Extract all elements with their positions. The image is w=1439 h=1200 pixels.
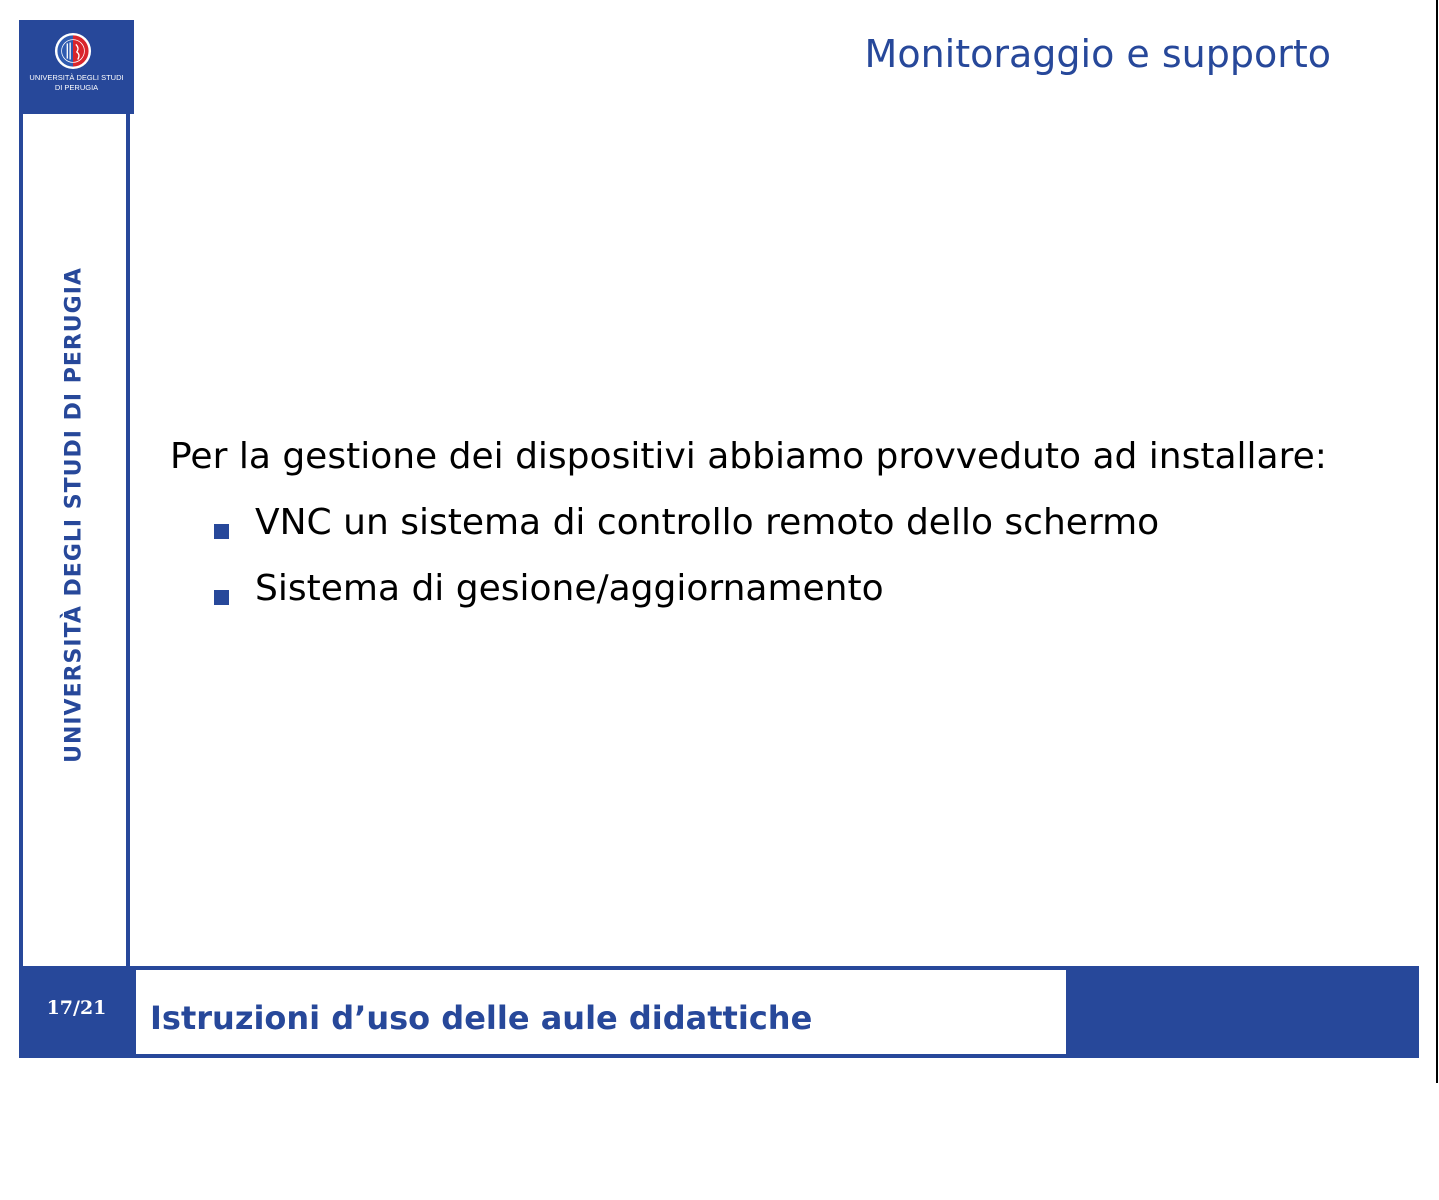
list-item	[214, 568, 1159, 634]
sidebar-vertical-title: UNIVERSITÀ DEGLI STUDI DI PERUGIA	[61, 267, 87, 763]
bullet-text: VNC un sistema di controllo remoto dello schermo	[255, 502, 1160, 543]
slide-right-border	[1436, 0, 1438, 1083]
university-seal-icon	[54, 32, 92, 70]
presentation-title: Istruzioni d’uso delle aule didattiche	[150, 999, 813, 1037]
footer-title-panel	[136, 970, 1066, 1054]
logo-caption-line1: UNIVERSITÀ DEGLI STUDI	[29, 73, 124, 82]
bullet-square-icon	[214, 590, 229, 605]
bullet-list	[214, 502, 1159, 634]
bullet-square-icon	[214, 524, 229, 539]
slide-title: Monitoraggio e supporto	[864, 32, 1331, 76]
logo-caption-line2: DI PERUGIA	[54, 83, 99, 92]
list-item	[214, 502, 1159, 568]
university-logo	[19, 20, 134, 114]
page-number: 17/21	[46, 997, 107, 1019]
footer-bar	[19, 966, 1419, 1058]
bullet-text: Sistema di gesione/aggiornamento	[255, 568, 884, 609]
intro-text: Per la gestione dei dispositivi abbiamo provveduto ad installare:	[170, 436, 1327, 477]
logo-caption	[19, 73, 134, 93]
